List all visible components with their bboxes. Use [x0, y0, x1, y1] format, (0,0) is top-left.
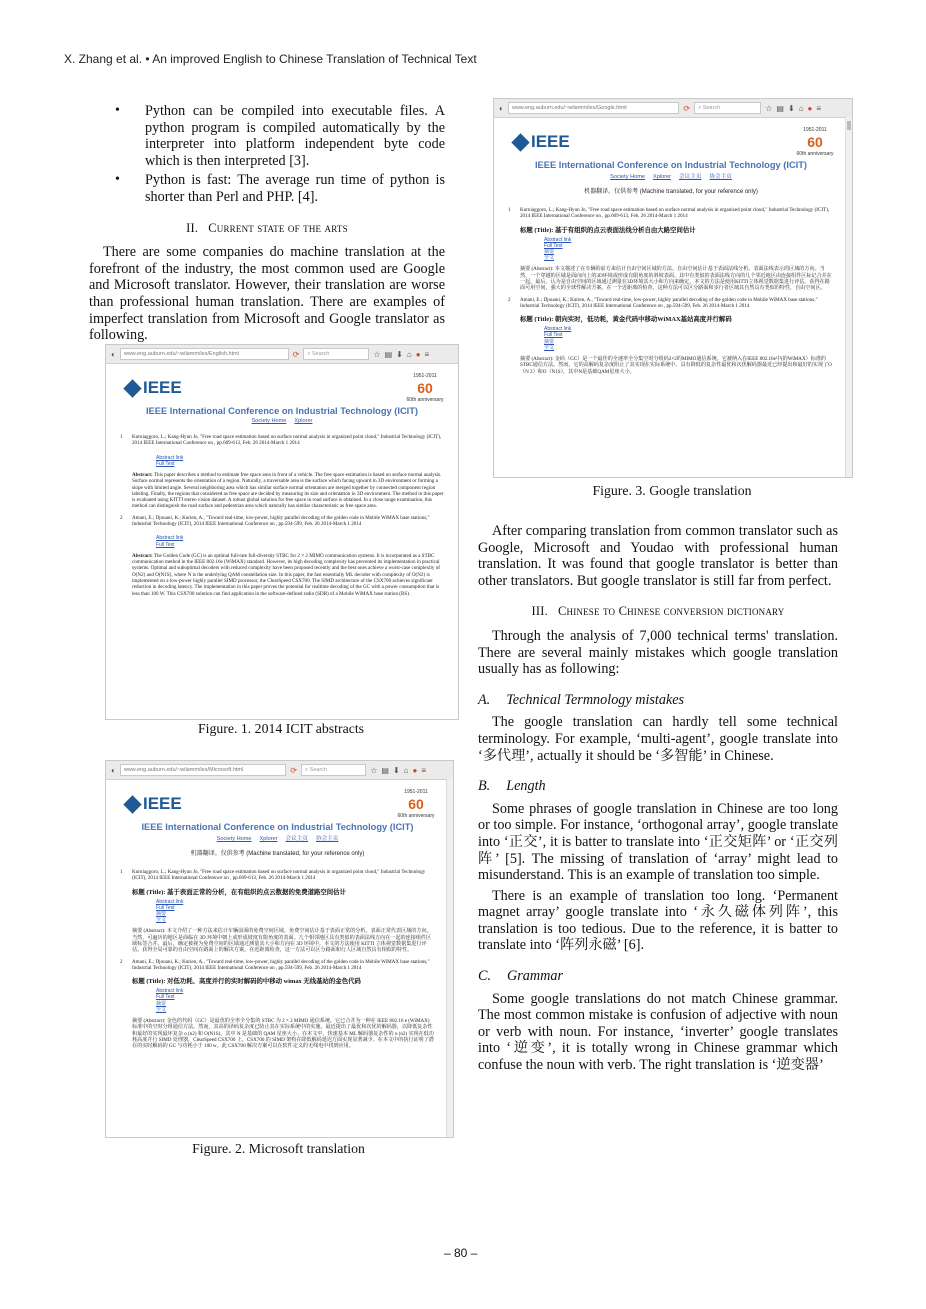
fulltext-zh-link[interactable]: 全文 — [156, 917, 167, 924]
header-logos — [120, 370, 444, 402]
reference-2: 2 Amani, E.; Djouani, K.; Kurien, A., "Toward real-time, low-power, highly parallel decoding of the golden code in Mobile WiMAX base stations," Industrial Technology (ICIT), 2014 IEEE International Conference on , pp.594-599, Feb. 26 2014-March 1 2014 — [508, 296, 818, 309]
globe-icon: ◐ — [111, 349, 116, 359]
bullet-item: • Python is fast: The average run time of python is shorter than Perl and PHP. [4]. — [145, 172, 445, 205]
fulltext-zh-link[interactable]: 全文 — [544, 344, 555, 351]
section-number: II. — [186, 220, 199, 235]
bullet-list — [89, 103, 445, 206]
search-placeholder: Search — [702, 105, 721, 111]
paragraph: The google translation can hardly tell some technical terminology. For example, ‘multi-agent’, google translate into ‘多代理’, actually it should be ‘多智能’ in Chinese. — [478, 714, 838, 764]
fulltext-zh-link[interactable]: 全文 — [156, 1006, 167, 1013]
globe-icon: ◐ — [111, 765, 116, 775]
full-text-link[interactable]: Full Text — [544, 332, 563, 339]
browser-toolbar — [106, 345, 458, 364]
full-text-link[interactable]: Full Text — [544, 242, 563, 249]
figure-1-caption: Figure. 1. 2014 ICIT abstracts — [197, 721, 365, 736]
section-title: Chinese to Chinese conversion dictionary — [557, 604, 785, 619]
abstract-zh-link[interactable]: 摘要 — [156, 1000, 167, 1007]
browser-toolbar — [106, 761, 453, 780]
star-icon: ☆ — [765, 103, 773, 113]
subsection-heading: B. Length — [478, 778, 546, 795]
reload-icon: ⟳ — [683, 103, 691, 113]
full-text-link[interactable]: Full Text — [156, 994, 175, 1001]
paragraph: There is an example of translation too long. ‘Permanent magnet array’ google translate into ‘永久磁体列阵’, this translation is too tedious. Due to the reference, it is batter to translate into ‘阵列永磁’ [6]. — [478, 887, 838, 954]
abstract-1: Abstract: This paper describes a method to estimate free space area in front of a vehicle. The free space estimation is based on surface normal analysis. Surface normal represents the orientation of a region. Naturally, a traversable area is the surface which facing upward in 3D environment or forming a slope with limited angle. Several neighboring area which has similar surface normal orientation are merged together by connected component region labeling. Finally, the regions that considered as free space are decided by measuring its size and orientation in 3D environment. The method in this paper is evaluated using KITTI stereo vision dataset. A robust global solution for free space in road surface is obtained. In a close range examination, this method can distinguish the road surface and pedestrian area which naturally has similar characteristic as free space area. — [132, 472, 444, 510]
url-bar: www.eng.auburn.edu/~wilamm/ies/Microsoft.html — [120, 764, 286, 776]
machine-translated-note: 机器翻译。仅供参考 (Machine translated, for your reference only) — [584, 189, 758, 195]
translated-title-1: 标题 (Title): 基于表面正常的分析，在有组织的点云数据的免费道路空间估计 — [132, 888, 346, 896]
society-home-link[interactable]: Society Home — [251, 418, 287, 424]
anniversary-logo: 1951-2011 60 60th anniversary — [796, 127, 834, 157]
reference-1: 1 Kurniaggoro, L.; Kang-Hyun Jo, "Free road space estimation based on surface normal analysis in organized point cloud," Industrial Technology (ICIT), 2014 IEEE International Conference on , pp.609-613, Feb. 26 2014-March 1 2014 — [508, 207, 830, 220]
ieee-diamond-icon — [123, 379, 141, 397]
society-home-link-zh[interactable]: 协会主页 — [315, 836, 339, 842]
paragraph: After comparing translation from common translator such as Google, Microsoft and Youdao with professional human translation. It was found that google translator is better than other translators. But google translator is still far from perfect. — [478, 523, 838, 589]
addon-icon: ● — [807, 103, 813, 113]
addon-icon: ● — [412, 765, 418, 775]
header-logos — [508, 124, 834, 156]
reference-2: 2 Amani, E.; Djouani, K.; Kurien, A., "Toward real-time, low-power, highly parallel decoding of the golden code in Mobile WiMAX base stations," Industrial Technology (ICIT), 2014 IEEE International Conference on , pp.594-599, Feb. 26 2014-March 1 2014 — [120, 514, 430, 528]
running-head: X. Zhang et al. • An improved English to Chinese Translation of Technical Text — [64, 52, 477, 66]
page-number: – 80 – — [444, 1246, 478, 1260]
society-home-link[interactable]: Society Home — [216, 836, 252, 842]
star-icon: ☆ — [373, 349, 381, 359]
anniversary-logo: 1951-2011 60 60th anniversary — [406, 373, 444, 403]
anniversary-logo: 1951-2011 60 60th anniversary — [397, 789, 435, 819]
conference-title: IEEE International Conference on Industrial Technology (ICIT) — [534, 160, 808, 170]
translated-title-2: 标题 (Title): 朝向实时，低功耗，黄金代码中移动WiMAX基站高度并行解码 — [520, 316, 732, 324]
conference-links — [120, 834, 435, 842]
subsection-heading: C. Grammar — [478, 968, 563, 985]
abstract-2: Abstract: The Golden Code (GC) is an optimal full-rate full-diversity STBC for 2 × 2 MIMO communication systems. It is incorporated as a STBC communication method in the IEEE 802.16e (WiMAX) standard. However, its high decoding complexity has prevented its implementation in practical systems. Optimal and suboptimal decoders with reduced complexity have been proposed recently and the best ones achieve a worst-case complexity of O(N2) and O(N1S), where N is the underlying QAM constellation size. In this paper, the fast essentially ML decoder with complexity of O(N2) is implemented on a low-power highly parallel SIMD processor, the ClearSpeed CSX700. The SIMD architecture of the CSX700 achieves significant reduction in decoding latency. The implementation in this paper proves the potential for realtime decoding of the GC with a power consumption that is less than 100 W. This CSX700 solution can find application in the software-defined radio (SDR) of a Mobile WiMAX base station (BS). — [132, 552, 440, 597]
bookmark-icon: ▤ — [381, 765, 389, 775]
url-bar: www.eng.auburn.edu/~wilamm/ies/English.html — [120, 348, 289, 360]
abstract-zh-link[interactable]: 摘要 — [544, 338, 555, 345]
fulltext-zh-link[interactable]: 全文 — [544, 255, 555, 262]
url-bar: www.eng.auburn.edu/~wilamm/ies/Google.html — [508, 102, 680, 114]
reload-icon: ⟳ — [290, 765, 297, 775]
search-icon: ⌕ — [698, 104, 703, 111]
ieee-logo: IEEE — [514, 132, 570, 152]
home-icon: ⌂ — [798, 103, 804, 113]
star-icon: ☆ — [370, 765, 378, 775]
conference-title: IEEE International Conference on Industrial Technology (ICIT) — [141, 822, 414, 832]
conference-home-link-zh[interactable]: 会议主页 — [285, 836, 308, 842]
reference-2: 2 Amani, E.; Djouani, K.; Kurien, A., "Toward real-time, low-power, highly parallel decoding of the golden code in Mobile WiMAX base stations," Industrial Technology (ICIT), 2014 IEEE International Conference on , pp.594-599, Feb. 26 2014-March 1 2014 — [120, 958, 430, 971]
reference-1: 1 Kurniaggoro, L.; Kang-Hyun Jo, "Free road space estimation based on surface normal analysis in organized point cloud," Industrial Technology (ICIT), 2014 IEEE International Conference on , pp.609-613, Feb. 26 2014-March 1 2014 — [120, 434, 442, 447]
bookmark-icon: ▤ — [384, 349, 393, 359]
ieee-diamond-icon — [511, 133, 529, 151]
paragraph: Some google translations do not match Chinese grammar. The most common mistake is confusion of adjective with noun or verb with noun. For instance, ‘inverter’ google translates into ‘逆变’, it is totally wrong in Chinese grammar which confuse the noun with verb. The right translation is ‘逆变器’ — [478, 990, 838, 1074]
full-text-link[interactable]: Full Text — [156, 541, 175, 548]
xplorer-link[interactable]: Xplorer — [653, 174, 672, 180]
abstract-link[interactable]: Abstract link — [156, 988, 184, 995]
bullet-item: • Python can be compiled into executable files. A python program is compiled automatically by the interpreter into platform independent byte code which is then interpreted [3]. — [145, 103, 445, 169]
society-home-link[interactable]: Society Home — [610, 174, 645, 180]
paragraph: There are some companies do machine translation at the forefront of the industry, the most common used are Google and Microsoft translator. However, their translation are worse than professional human translation. There are examples of imperfect translation from Microsoft and Google translator as following. — [89, 244, 445, 344]
section-heading — [478, 603, 838, 620]
abstract-link[interactable]: Abstract link — [544, 326, 572, 333]
abstract-link[interactable]: Abstract link — [156, 898, 184, 905]
page-content — [494, 118, 852, 375]
figure-2-caption: Figure. 2. Microsoft translation — [192, 1141, 365, 1156]
figure-3-caption: Figure. 3. Google translation — [592, 483, 752, 498]
abstract-zh-link[interactable]: 摘要 — [544, 249, 555, 255]
browser-toolbar — [494, 99, 852, 118]
ieee-logo: IEEE — [126, 378, 182, 398]
ieee-logo: IEEE — [126, 794, 182, 814]
bookmark-icon: ▤ — [776, 103, 784, 113]
home-icon: ⌂ — [403, 765, 409, 775]
download-icon: ⬇ — [396, 349, 403, 359]
translated-title-2: 标题 (Title): 对低功耗、高度并行的实时解码的中移动 wimax 无线基站的金色代码 — [132, 978, 361, 986]
translated-abstract-1: 摘要 (Abstract): 本文介绍了一种方法来估计车辆前面的免费空间区域。免费空间估计基于表面正常的分析。表面正常代表区域的方向。当然，可遍历的地区是面临在 3D 环境中朝上或形成坡度有限角度的表面。几个相邻地区具有类似的表面法线方向在一起的连接组件区域标签合并。最后，确定被视为免费空间的区域通过测量其大小和方向在 3D 环境中。本文的方法使用 KITTI 立体视觉数据集进行评估。获得全局可靠的自由空间在路面上的解决方案。在近距离检查，这一方法可以区分路面和行人区域自然具有相似的特性。 — [132, 928, 432, 954]
conference-links — [508, 172, 834, 180]
figure-1-screenshot — [105, 344, 459, 720]
page-content — [106, 364, 458, 597]
translated-abstract-2: 摘要 (Abstract): 金色的代码（GC）是最优的全率全分集的 STBC 为 2 × 2 MIMO 通信系统。它已合并为一种在 IEEE 802.16 e (WiMAX) 标准中的空时分组通信方法。然而，其高的译码复杂度已防止其在实际系统中的实施。最近提出了最优和次优的解码器，以降低复杂性和最好的实现最坏复杂 o (n2) 和 O(N1S)，其中 N 是基础的 QAM 星座大小。在本文中，快速基本 ML 解码器复杂性的 o (n2) 实现在低功耗高度并行 SIMD 处理器，ClearSpeed CSX700 上。CSX700 的 SIMD 架构在降低解码延迟方面实现显著减少。在本文中的执行证明了潜在的实时解码的 GC 与功耗小于 100 w。此 CSX700 解决方案可以在软件定义的无线电中找到应用。 — [132, 1018, 434, 1050]
paragraph: Through the analysis of 7,000 technical terms' translation. There are several mainly mistakes which google translation usually has as following: — [478, 627, 838, 678]
search-icon: ⌕ — [304, 766, 310, 773]
abstract-zh-link[interactable]: 摘要 — [156, 911, 167, 917]
download-icon: ⬇ — [787, 103, 795, 113]
conference-home-link-zh[interactable]: 会议主页 — [679, 174, 702, 180]
conference-links — [120, 418, 444, 424]
section-heading — [89, 220, 445, 237]
translated-title-1: 标题 (Title): 基于有组织的点云表面法线分析自由大路空间估计 — [520, 226, 696, 234]
home-icon: ⌂ — [406, 349, 412, 359]
reference-1: 1 Kurniaggoro, L.; Kang-Hyun Jo, "Free road space estimation based on surface normal analysis in organized point cloud," Industrial Technology (ICIT), 2014 IEEE International Conference on , pp.609-613, Feb. 26 2014-March 1 2014 — [120, 869, 426, 882]
figure-2-screenshot — [105, 760, 454, 1138]
header-logos — [120, 786, 435, 818]
menu-icon: ≡ — [424, 349, 430, 359]
search-box — [303, 348, 369, 360]
globe-icon: ◐ — [499, 103, 504, 113]
section-title: Current state of the arts — [208, 220, 348, 235]
full-text-link[interactable]: Full Text — [156, 904, 175, 911]
ieee-diamond-icon — [123, 795, 141, 813]
page-content — [106, 780, 453, 1049]
left-column — [89, 103, 445, 348]
reload-icon: ⟳ — [292, 349, 300, 359]
paragraph: Some phrases of google translation in Chinese are too long or too simple. For instance, ‘orthogonal array’, google translate into ‘正交’, it is batter to translate into ‘正交矩阵’ or ‘正交列阵’ [5]. The missing of translation of ‘array’ might lead to misunderstand. This is an example of translation too simple. — [478, 800, 838, 884]
section-number: III. — [531, 604, 548, 619]
abstract-link[interactable]: Abstract link — [156, 454, 184, 461]
machine-translated-note: 机器翻译。仅供参考 (Machine translated, for your reference only) — [190, 851, 365, 857]
abstract-link[interactable]: Abstract link — [544, 236, 572, 243]
menu-icon: ≡ — [816, 103, 822, 113]
abstract-link[interactable]: Abstract link — [156, 535, 184, 542]
conference-title: IEEE International Conference on Industrial Technology (ICIT) — [145, 406, 419, 416]
subsection-heading: A. Technical Termnology mistakes — [478, 691, 685, 708]
xplorer-link[interactable]: Xplorer — [259, 836, 278, 842]
download-icon: ⬇ — [392, 765, 400, 775]
search-box — [301, 764, 366, 776]
translated-abstract-2: 摘要 (Abstract): 金码（GC）是一个最佳的全速率全分集空时分组码2×2的MIMO通信系统。它被纳入在IEEE 802.16e中(的WiMAX）标准的STBC通信方法。然而，它的高解码复杂度阻止了其实现在实际系统中。具有降低的复杂性最优和次优解码器最近已经提出和最好的实现了O（N 2）和O（N1S），其中N是基础QAM星座大小。 — [520, 356, 832, 375]
search-placeholder: Search — [311, 351, 330, 357]
full-text-link[interactable]: Full Text — [156, 460, 175, 467]
xplorer-link[interactable]: Xplorer — [294, 418, 313, 424]
figure-3-screenshot — [493, 98, 853, 478]
search-box — [694, 102, 761, 114]
search-icon: ⌕ — [307, 350, 312, 357]
translated-abstract-1: 摘要 (Abstract): 本文描述了在车辆的前方来估计自由空间区域的方法。自由空间估计基于表面法线分析。表面法线表示的区域的方向。当然，一个穿越的区域是面向向上的3D环境或形成有限角度的斜坡表面。其中有类似的表面法线方向的几个邻近地区由连接组件区标记合并在一起。最后，认为是自由空间的区域通过测量在3D环境其大小和方向来确定。本文的方法是使用KITTI立体视觉数据集进行评估。获得在路面可用空间，强大的全球性解决方案。在一个近距离的检查，这种方法可以区分路面和步行者区域其自然具有类似的特性，自由空间区。 — [520, 266, 832, 292]
right-column — [478, 523, 838, 1078]
society-home-link-zh[interactable]: 协会主页 — [709, 174, 732, 180]
addon-icon: ● — [415, 349, 421, 359]
menu-icon: ≡ — [421, 765, 426, 775]
search-placeholder: Search — [309, 767, 327, 773]
